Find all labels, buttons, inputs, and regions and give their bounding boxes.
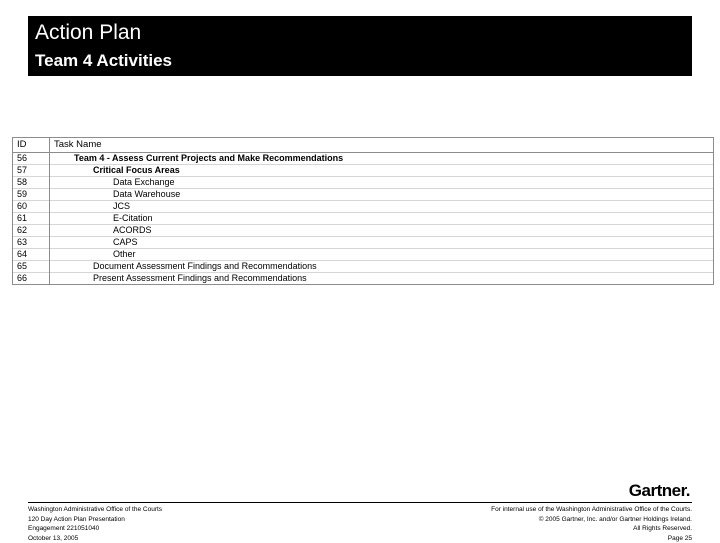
slide-header: [28, 16, 692, 76]
footer-right: [491, 505, 692, 543]
table-row: [13, 249, 714, 261]
task-name-cell: JCS: [50, 201, 714, 213]
logo-text: Gartner: [629, 481, 686, 500]
task-id-cell: 60: [13, 201, 50, 213]
footer-date: October 13, 2005: [28, 534, 162, 543]
task-table: [12, 137, 714, 285]
footer-org: Washington Administrative Office of the Courts: [28, 505, 162, 515]
task-id-cell: 63: [13, 237, 50, 249]
footer-divider: [28, 502, 692, 503]
table-row: [13, 165, 714, 177]
task-table-body: [13, 153, 714, 285]
task-name-cell: Other: [50, 249, 714, 261]
task-name-cell: ACORDS: [50, 225, 714, 237]
task-id-cell: 62: [13, 225, 50, 237]
table-row: [13, 153, 714, 165]
task-name-cell: Team 4 - Assess Current Projects and Make Recommendations: [50, 153, 714, 165]
footer-rights: All Rights Reserved.: [491, 524, 692, 534]
task-id-cell: 58: [13, 177, 50, 189]
task-id-cell: 66: [13, 273, 50, 285]
task-id-cell: 64: [13, 249, 50, 261]
table-row: [13, 177, 714, 189]
column-header-task-name: Task Name: [50, 138, 714, 153]
task-id-cell: 57: [13, 165, 50, 177]
table-header-row: [13, 138, 714, 153]
task-id-cell: 59: [13, 189, 50, 201]
logo-mark: .: [686, 481, 690, 500]
footer-usage: For internal use of the Washington Administrative Office of the Courts.: [491, 505, 692, 515]
column-header-id: ID: [13, 138, 50, 153]
task-name-cell: Present Assessment Findings and Recommendations: [50, 273, 714, 285]
footer-page-number: Page 25: [491, 534, 692, 543]
table-row: [13, 261, 714, 273]
task-id-cell: 56: [13, 153, 50, 165]
gartner-logo: [629, 481, 690, 501]
slide-subtitle: Team 4 Activities: [35, 51, 172, 71]
footer-copyright: © 2005 Gartner, Inc. and/or Gartner Holdings Ireland.: [491, 515, 692, 525]
task-name-cell: E-Citation: [50, 213, 714, 225]
table-row: [13, 273, 714, 285]
task-id-cell: 65: [13, 261, 50, 273]
table-row: [13, 213, 714, 225]
footer-engagement: Engagement 221051040: [28, 524, 162, 534]
task-name-cell: Critical Focus Areas: [50, 165, 714, 177]
footer-presentation: 120 Day Action Plan Presentation: [28, 515, 162, 525]
slide-title: Action Plan: [35, 21, 141, 45]
task-name-cell: CAPS: [50, 237, 714, 249]
task-name-cell: Data Warehouse: [50, 189, 714, 201]
task-name-cell: Document Assessment Findings and Recommendations: [50, 261, 714, 273]
footer-left: [28, 505, 162, 543]
table-row: [13, 189, 714, 201]
table-row: [13, 225, 714, 237]
table-row: [13, 237, 714, 249]
task-name-cell: Data Exchange: [50, 177, 714, 189]
table-row: [13, 201, 714, 213]
task-id-cell: 61: [13, 213, 50, 225]
